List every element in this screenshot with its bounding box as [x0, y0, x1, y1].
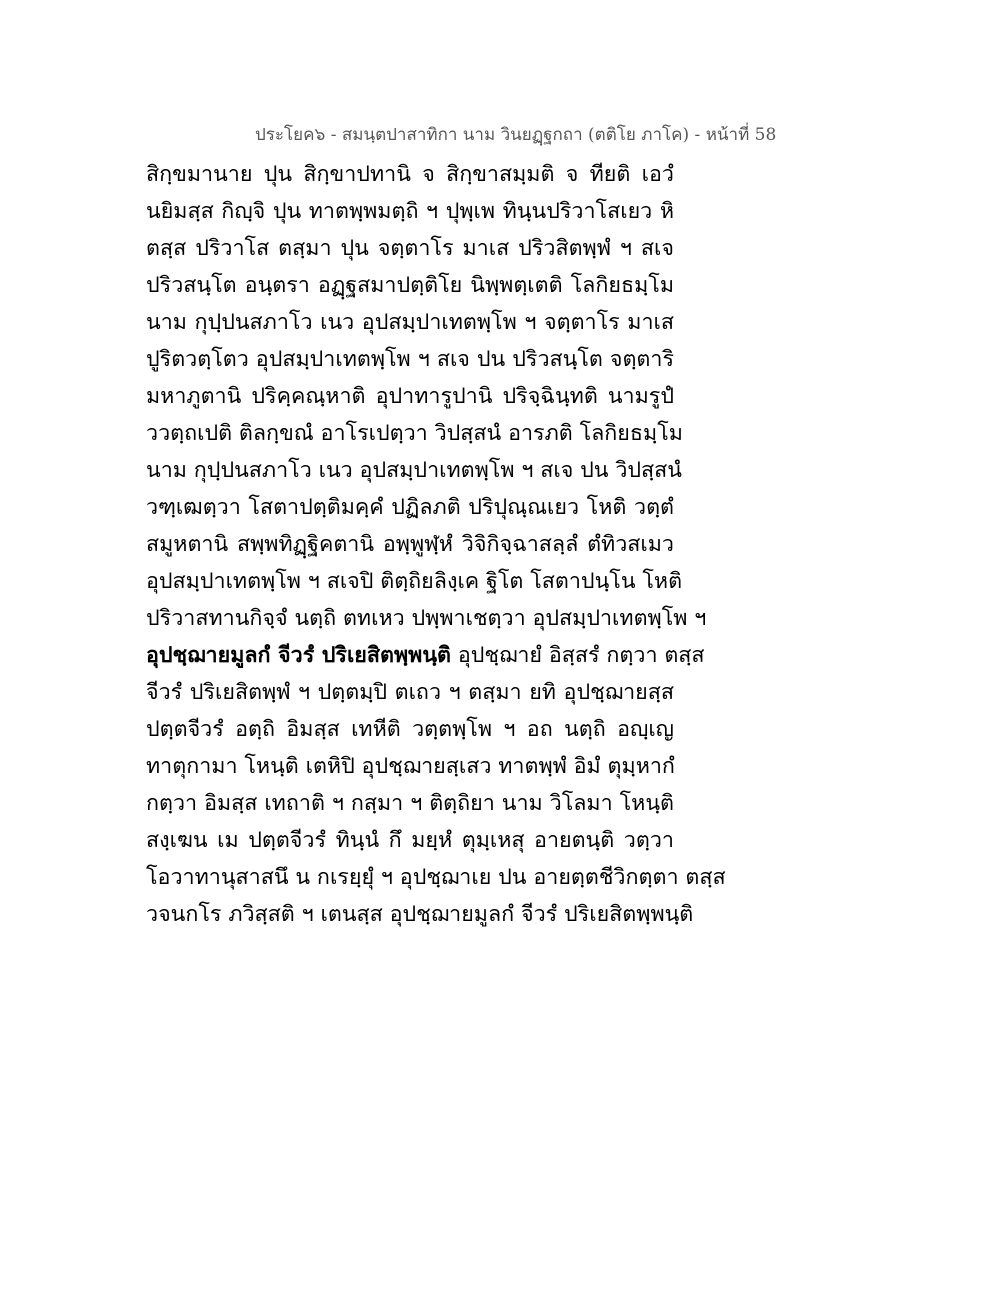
text-line: ปตฺตจีวรํ อตฺถิ อิมสฺส เทหีติ วตฺตพฺโพ ฯ อถ นตฺถิ อญฺเญ [146, 717, 674, 742]
text-line: สงฺเฆน เม ปตฺตจีวรํ ทินฺนํ กึ มยฺหํ ตุมฺเหสุ อายตนฺติ วตฺวา [146, 828, 674, 853]
body-text [146, 156, 726, 933]
bold-heading: อุปชฺฌายมูลกํ จีวรํ ปริเยสิตพฺพนฺติ [146, 643, 451, 668]
text-line: จีวรํ ปริเยสิตพฺพํ ฯ ปตฺตมฺปิ ตเถว ฯ ตสฺมา ยทิ อุปชฺฌายสฺส [146, 680, 674, 705]
running-header: ประโยค๖ - สมนฺตปาสาทิกา นาม วินยฏฺฐกถา (ตติโย ภาโค) - หน้าที่ 58 [255, 125, 777, 145]
text-line: ปริวาสทานกิจฺจํ นตฺถิ ตทเหว ปพฺพาเชตฺวา อุปสมฺปาเทตพฺโพ ฯ [146, 606, 707, 631]
text-line: วจนกโร ภวิสฺสติ ฯ เตนสฺส อุปชฺฌายมูลกํ จีวรํ ปริเยสิตพฺพนฺติ [146, 902, 694, 927]
text-line: ววตฺถเปติ ติลกฺขณํ อาโรเปตฺวา วิปสฺสนํ อารภติ โลกิยธมฺโม [146, 421, 683, 446]
text-line: ปูริตวตฺโตว อุปสมฺปาเทตพฺโพ ฯ สเจ ปน ปริวสนฺโต จตฺตาริ [146, 347, 674, 372]
text-line: นาม กุปฺปนสภาโว เนว อุปสมฺปาเทตพฺโพ ฯ สเจ ปน วิปสฺสนํ [146, 458, 682, 483]
text-line: โอวาทานุสาสนึ น กเรยฺยุํ ฯ อุปชฺฌาเย ปน อายตฺตชีวิกตฺตา ตสฺส [146, 865, 726, 890]
text-line: นาม กุปฺปนสภาโว เนว อุปสมฺปาเทตพฺโพ ฯ จตฺตาโร มาเส [146, 310, 674, 335]
text-line: อุปสมฺปาเทตพฺโพ ฯ สเจปิ ติตฺถิยลิงฺเค ฐิโต โสตาปนฺโน โหติ [146, 569, 683, 594]
text-line: สมูหตานิ สพฺพทิฏฺฐิคตานิ อพฺพูฬฺหํ วิจิกิจฺฉาสลฺลํ ตํทิวสเมว [146, 532, 674, 557]
text-line: ตสฺส ปริวาโส ตสฺมา ปุน จตฺตาโร มาเส ปริวสิตพฺพํ ฯ สเจ [146, 236, 674, 261]
text-line: นยิมสฺส กิญฺจิ ปุน ทาตพฺพมตฺถิ ฯ ปุพฺเพ ทินฺนปริวาโสเยว หิ [146, 199, 674, 224]
text-line: มหาภูตานิ ปริคฺคณฺหาติ อุปาทารูปานิ ปริจฺฉินฺทติ นามรูปํ [146, 384, 674, 409]
text-line: สิกฺขมานาย ปุน สิกฺขาปทานิ จ สิกฺขาสมฺมติ จ ทียติ เอวํ [146, 162, 674, 187]
text-line: ปริวสนฺโต อนฺตรา อฏฺฐสมาปตฺติโย นิพฺพตฺเตติ โลกิยธมฺโม [146, 273, 674, 298]
text-line-with-bold-heading [146, 637, 705, 674]
text-line: กตฺวา อิมสฺส เทถาติ ฯ กสฺมา ฯ ติตฺถิยา นาม วิโลมา โหนฺติ [146, 791, 674, 816]
text-line: ทาตุกามา โหนฺติ เตหิปิ อุปชฺฌายสฺเสว ทาตพฺพํ อิมํ ตุมฺหากํ [146, 754, 675, 779]
text-line-rest: อุปชฺฌายํ อิสฺสรํ กตฺวา ตสฺส [450, 643, 705, 668]
text-line: วฑฺเฒตฺวา โสตาปตฺติมคฺคํ ปฏิลภติ ปริปุณฺณเยว โหติ วตฺตํ [146, 495, 674, 520]
